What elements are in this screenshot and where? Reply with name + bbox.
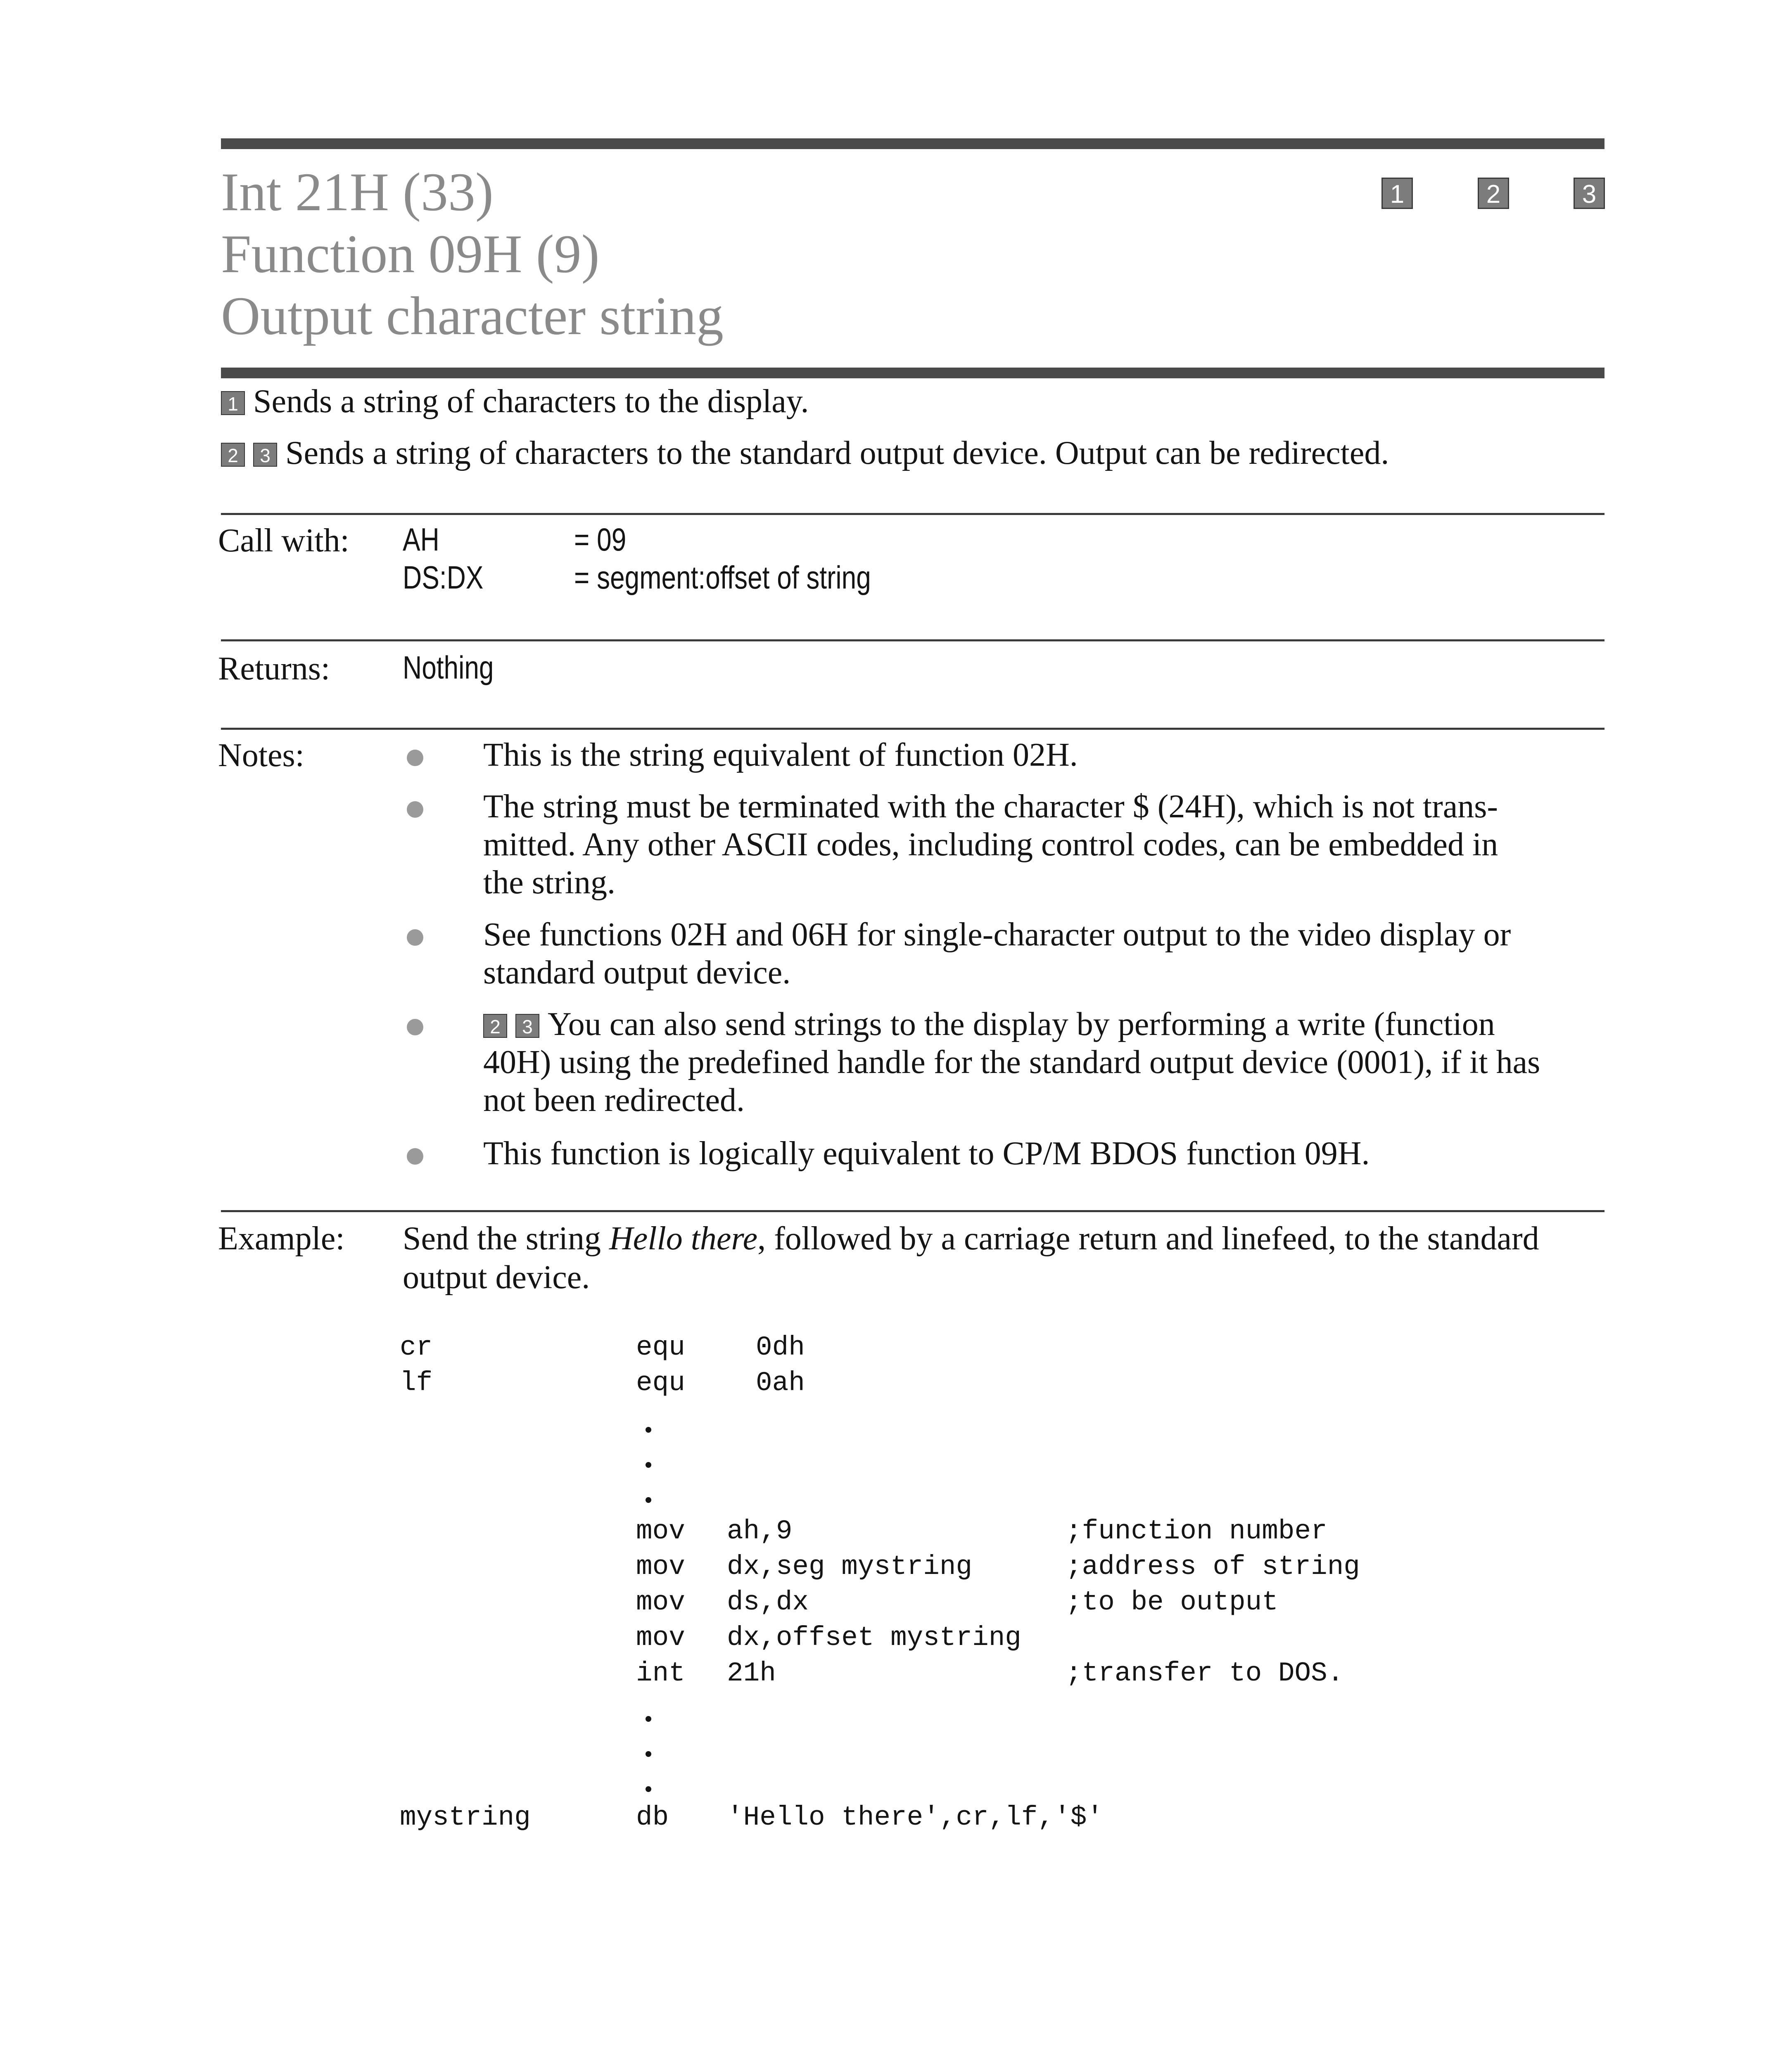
note-bullet-5: [407, 1148, 423, 1165]
ellipsis-dot: [646, 1427, 651, 1433]
register-dsdx-value: = segment:offset of string: [574, 559, 871, 596]
code-op-mov-4: mov: [636, 1622, 685, 1653]
code-arg-seg: dx,seg mystring: [727, 1551, 973, 1582]
note-4-line-1: [483, 1005, 1607, 1043]
example-intro-pre: Send the string: [403, 1220, 609, 1257]
example-rule: [221, 1210, 1604, 1212]
notes-rule: [221, 728, 1604, 730]
code-comment-address: ;address of string: [1066, 1551, 1360, 1582]
note-4-version-2-badge: 2: [483, 1014, 507, 1038]
code-arg-0dh: 0dh: [756, 1332, 805, 1363]
note-2-line-2: mitted. Any other ASCII codes, including control codes, can be embedded in: [483, 826, 1498, 863]
note-1-line-1: This is the string equivalent of function 02H.: [483, 737, 1078, 773]
register-dsdx: DS:DX: [403, 559, 484, 596]
returns-rule: [221, 639, 1604, 641]
note-2-line-3: the string.: [483, 864, 615, 901]
top-rule: [221, 138, 1604, 149]
note-2: [483, 788, 1607, 902]
call-with-rule: [221, 513, 1604, 515]
ellipsis-dot: [646, 1497, 651, 1503]
notes-label: Notes:: [218, 737, 304, 774]
title-bottom-rule: [221, 368, 1604, 378]
code-label-lf: lf: [400, 1367, 433, 1398]
note-5: [483, 1135, 1607, 1173]
summary-v1: [221, 382, 809, 421]
version-1-badge: 1: [1381, 178, 1413, 209]
code-comment-transfer: ;transfer to DOS.: [1066, 1658, 1344, 1689]
example-intro-em: Hello there: [609, 1220, 758, 1257]
example-label: Example:: [218, 1220, 345, 1257]
version-2-mini-badge: 2: [221, 443, 245, 467]
version-3-mini-badge: 3: [253, 443, 277, 467]
note-bullet-4: [407, 1019, 423, 1035]
note-bullet-2: [407, 801, 423, 818]
version-2-badge: 2: [1478, 178, 1509, 209]
code-op-mov-1: mov: [636, 1516, 685, 1547]
note-4-line-2: 40H) using the predefined handle for the standard output device (0001), if it has: [483, 1044, 1540, 1080]
note-2-line-1: The string must be terminated with the character $ (24H), which is not trans-: [483, 788, 1498, 825]
code-comment-output: ;to be output: [1066, 1587, 1278, 1618]
ellipsis-dot: [646, 1751, 651, 1757]
ellipsis-dot: [646, 1462, 651, 1468]
note-bullet-3: [407, 929, 423, 946]
note-4-line-1-text: You can also send strings to the display by performing a write (function: [548, 1006, 1495, 1042]
register-ah: AH: [403, 521, 439, 558]
returns-value: Nothing: [403, 649, 494, 686]
summary-v23: [221, 434, 1389, 472]
note-3-line-2: standard output device.: [483, 954, 791, 991]
version-1-mini-badge: 1: [221, 391, 245, 415]
code-arg-offset: dx,offset mystring: [727, 1622, 1021, 1653]
version-3-badge: 3: [1574, 178, 1605, 209]
code-arg-ah9: ah,9: [727, 1516, 793, 1547]
code-label-mystring: mystring: [400, 1802, 531, 1833]
example-intro-post: , followed by a carriage return and linefeed, to the standard: [757, 1220, 1539, 1257]
code-op-mov-3: mov: [636, 1587, 685, 1618]
function-title: Function 09H (9): [221, 223, 600, 284]
code-op-db: db: [636, 1802, 669, 1833]
code-arg-21h: 21h: [727, 1658, 776, 1689]
summary-v1-text: Sends a string of characters to the display.: [253, 383, 809, 420]
ellipsis-dot: [646, 1786, 651, 1792]
interrupt-title: Int 21H (33): [221, 161, 494, 222]
code-arg-dsdx: ds,dx: [727, 1587, 809, 1618]
summary-v23-text: Sends a string of characters to the standard output device. Output can be redirected.: [285, 435, 1389, 471]
note-4-version-3-badge: 3: [515, 1014, 539, 1038]
note-5-line-1: This function is logically equivalent to CP/M BDOS function 09H.: [483, 1135, 1370, 1172]
note-4: [483, 1005, 1607, 1119]
note-1: [483, 736, 1607, 774]
code-op-int: int: [636, 1658, 685, 1689]
register-ah-value: = 09: [574, 521, 627, 558]
code-op-equ-1: equ: [636, 1332, 685, 1363]
note-3: [483, 916, 1607, 992]
call-with-label: Call with:: [218, 522, 349, 559]
code-label-cr: cr: [400, 1332, 433, 1363]
code-op-mov-2: mov: [636, 1551, 685, 1582]
example-intro-line-2: output device.: [403, 1259, 590, 1296]
code-arg-0ah: 0ah: [756, 1367, 805, 1398]
code-comment-function-number: ;function number: [1066, 1516, 1327, 1547]
note-bullet-1: [407, 750, 423, 766]
returns-label: Returns:: [218, 650, 330, 687]
code-op-equ-2: equ: [636, 1367, 685, 1398]
code-arg-string: 'Hello there',cr,lf,'$': [727, 1802, 1103, 1833]
function-name-title: Output character string: [221, 285, 724, 346]
example-intro-line-1: [403, 1219, 1539, 1258]
ellipsis-dot: [646, 1716, 651, 1722]
note-4-line-3: not been redirected.: [483, 1082, 745, 1118]
note-3-line-1: See functions 02H and 06H for single-character output to the video display or: [483, 916, 1511, 953]
